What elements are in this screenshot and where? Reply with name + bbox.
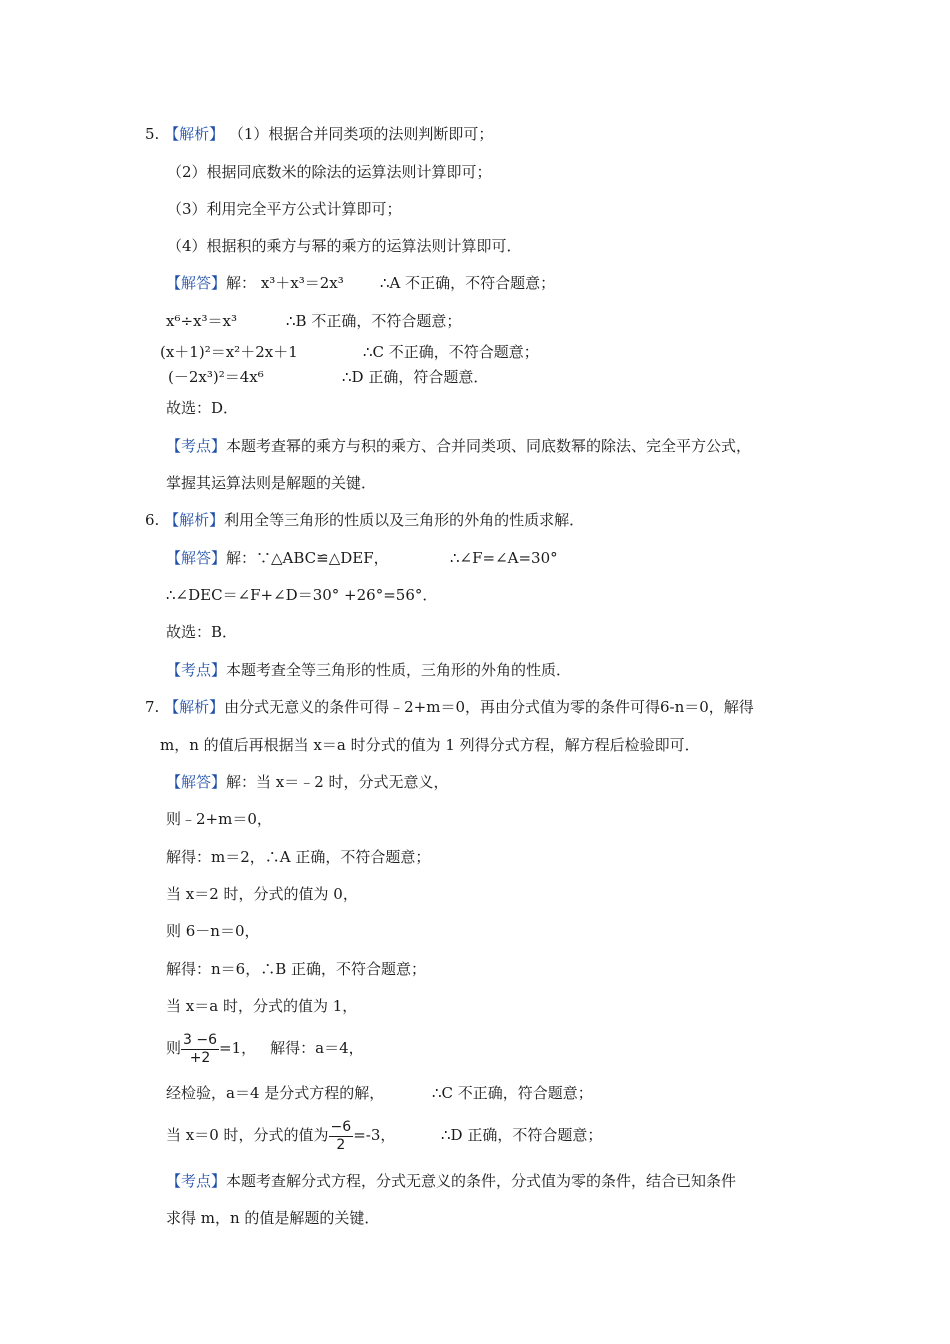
fraction-equation-line — [166, 1115, 395, 1155]
analysis-text: 利用全等三角形的性质以及三角形的外角的性质求解． — [224, 511, 585, 529]
equation: x⁶÷x³＝x³ — [166, 312, 237, 330]
fraction — [181, 1032, 219, 1067]
answer-text: 解得：m＝2，∴A 正确，不符合题意； — [166, 848, 431, 866]
equation: x³＋x³＝2x³ — [260, 274, 344, 292]
fraction — [329, 1119, 354, 1154]
fraction-numerator: −6 — [330, 1118, 352, 1135]
q6-point-line — [166, 659, 571, 681]
analysis-text: （2）根据同底数米的除法的运算法则计算即可； — [167, 163, 492, 181]
answer-prefix: 解： — [226, 274, 257, 292]
answer-text: 解得：a＝4， — [270, 1039, 364, 1057]
question-number: 7. — [145, 698, 160, 716]
fraction-denominator: +2 — [189, 1049, 211, 1066]
point-text: 求得 m，n 的值是解题的关键． — [166, 1209, 380, 1227]
point-tag: 【考点】 — [166, 661, 227, 679]
point-text: 掌握其运算法则是解题的关键． — [166, 474, 377, 492]
choice-text: 故选：D． — [166, 399, 239, 417]
result-text: ∴D 正确，符合题意． — [342, 368, 489, 386]
point-tag: 【考点】 — [166, 1172, 227, 1190]
answer-tag: 【解答】 — [166, 549, 227, 567]
result-text: ∴C 不正确，符合题意； — [432, 1084, 593, 1102]
fraction-denominator: 2 — [336, 1136, 346, 1153]
answer-text: 当 x＝0 时，分式的值为 — [166, 1126, 329, 1144]
answer-text: 当 x＝a 时，分式的值为 1， — [166, 997, 358, 1015]
analysis-tag: 【解析】 — [164, 511, 225, 529]
analysis-tag: 【解析】 — [164, 125, 225, 143]
answer-tag: 【解答】 — [166, 274, 227, 292]
q6-analysis-line — [145, 509, 584, 531]
answer-text: 解：当 x＝﹣2 时，分式无意义， — [226, 773, 449, 791]
analysis-text: （1）根据合并同类项的法则判断即可； — [228, 125, 494, 143]
analysis-text: （4）根据积的乘方与幂的乘方的运算法则计算即可． — [167, 237, 522, 255]
answer-text: ∴∠DEC＝∠F+∠D＝30° +26°=56°． — [166, 586, 438, 604]
result-text: ∴C 不正确，不符合题意； — [363, 343, 539, 361]
q6-answer-line — [166, 547, 389, 569]
answer-text: ∴∠F=∠A=30° — [450, 549, 558, 567]
answer-text: 解：∵△ABC≌△DEF， — [226, 549, 389, 567]
answer-text: 则 6－n＝0， — [166, 922, 260, 940]
result-text: ∴B 不正确，不符合题意； — [286, 312, 462, 330]
analysis-text: 由分式无意义的条件可得﹣2+m＝0，再由分式值为零的条件可得6-n＝0，解得 — [224, 698, 754, 716]
answer-tag: 【解答】 — [166, 773, 227, 791]
point-text: 本题考查幂的乘方与积的乘方、合并同类项、同底数幂的除法、完全平方公式， — [226, 437, 752, 455]
answer-text: 经检验，a＝4 是分式方程的解， — [166, 1084, 385, 1102]
q5-answer-line — [166, 272, 344, 294]
choice-text: 故选：B． — [166, 623, 238, 641]
point-text: 本题考查全等三角形的性质，三角形的外角的性质． — [226, 661, 572, 679]
fraction-numerator: 3 −6 — [183, 1031, 218, 1048]
fraction-equation-line — [166, 1029, 364, 1067]
answer-text: 则﹣2+m＝0， — [166, 810, 272, 828]
point-tag: 【考点】 — [166, 437, 227, 455]
equation: (－2x³)²＝4x⁶ — [168, 368, 264, 386]
point-text: 本题考查解分式方程，分式无意义的条件，分式值为零的条件，结合已知条件 — [226, 1172, 737, 1190]
answer-text: 则 — [166, 1039, 182, 1057]
q7-analysis-line — [145, 696, 754, 718]
answer-text: 解得：n＝6，∴B 正确，不符合题意； — [166, 960, 426, 978]
result-text: ∴D 正确，不符合题意； — [441, 1126, 603, 1144]
q7-answer-line — [166, 771, 449, 793]
result-text: ∴A 不正确，不符合题意； — [380, 274, 556, 292]
analysis-tag: 【解析】 — [164, 698, 225, 716]
q5-analysis-line — [145, 123, 493, 145]
answer-text: =-3， — [353, 1126, 396, 1144]
question-number: 5. — [145, 125, 160, 143]
question-number: 6. — [145, 511, 160, 529]
answer-text: 当 x＝2 时，分式的值为 0， — [166, 885, 358, 903]
equation: (x＋1)²＝x²＋2x＋1 — [160, 343, 298, 361]
analysis-text: m，n 的值后再根据当 x＝a 时分式的值为 1 列得分式方程，解方程后检验即可． — [160, 736, 700, 754]
q5-point-line — [166, 435, 751, 457]
answer-text: =1， — [219, 1039, 257, 1057]
q7-point-line — [166, 1170, 736, 1192]
analysis-text: （3）利用完全平方公式计算即可； — [167, 200, 402, 218]
